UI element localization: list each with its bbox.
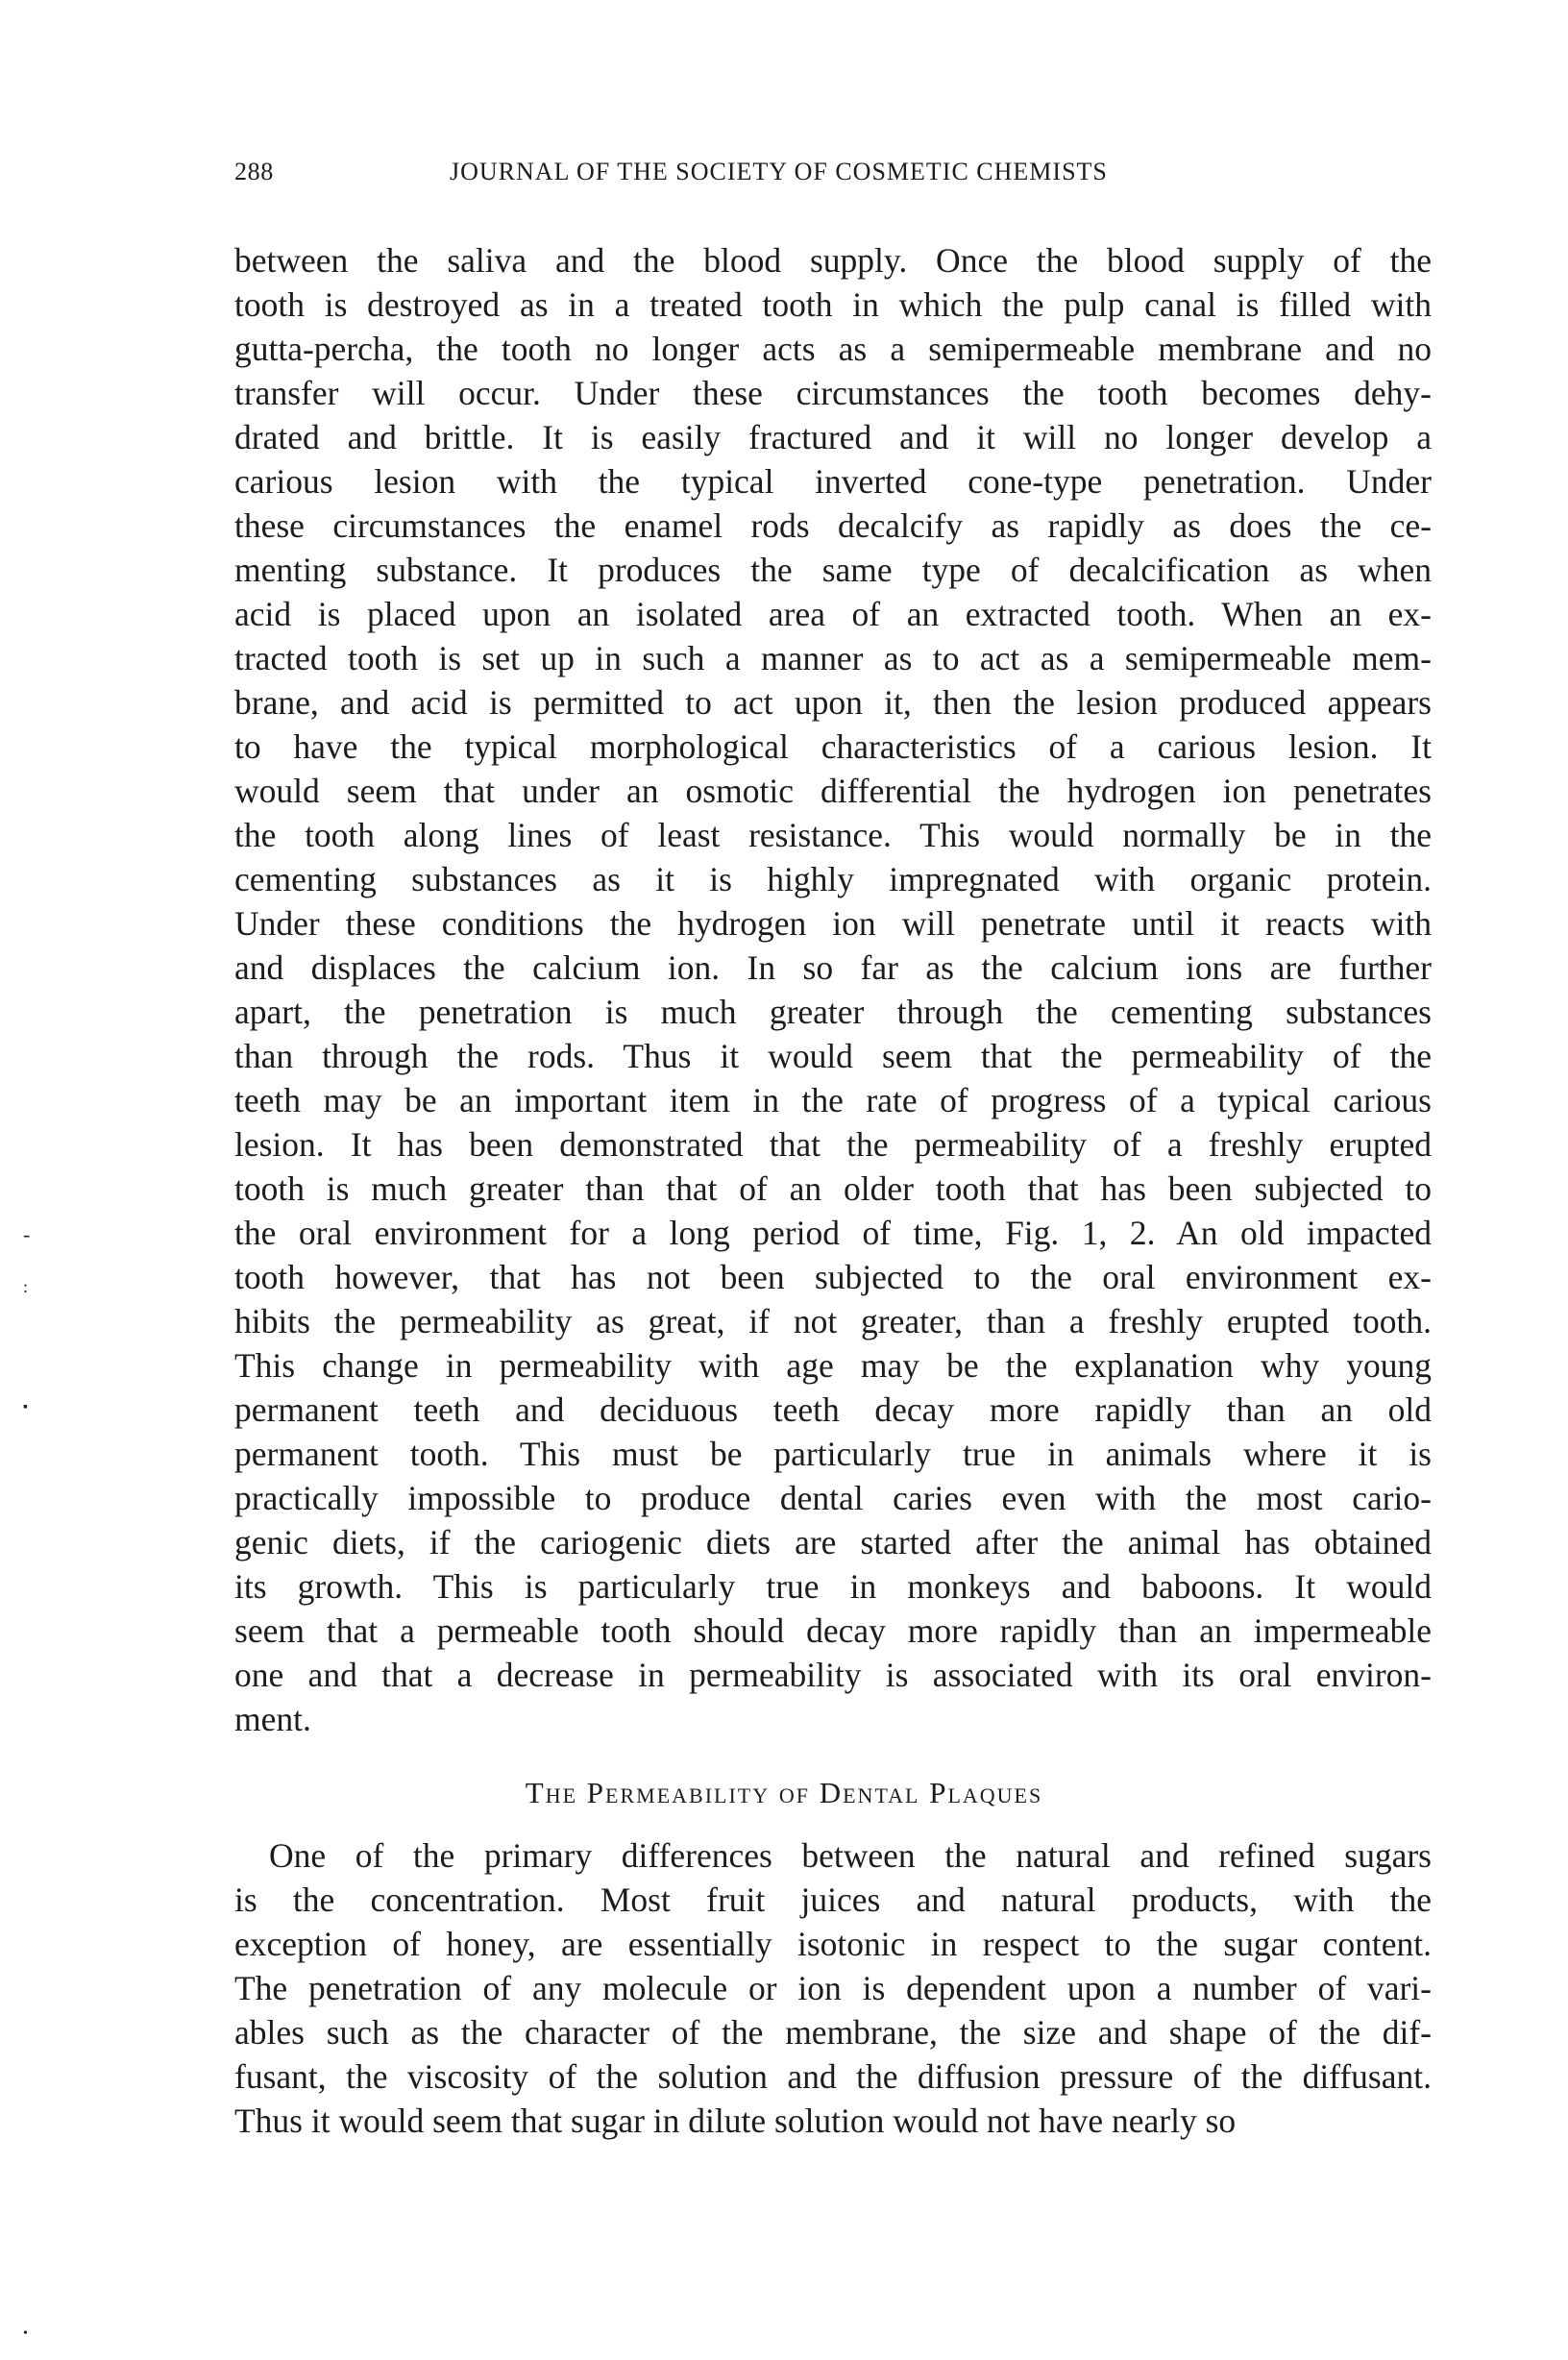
text-line: transfer will occur. Under these circumstances the tooth becomes dehy- [234,374,1432,412]
text-line: lesion. It has been demonstrated that the permeability of a freshly erupted [234,1125,1432,1164]
text-line: carious lesion with the typical inverted cone-type penetration. Under [234,462,1432,501]
text-line: its growth. This is particularly true in monkeys and baboons. It would [234,1567,1432,1606]
text-line: The penetration of any molecule or ion is dependent upon a number of vari- [234,1969,1432,2007]
text-line: permanent tooth. This must be particularly true in animals where it is [234,1435,1432,1473]
text-line: practically impossible to produce dental caries even with the most cario- [234,1479,1432,1517]
text-line: the tooth along lines of least resistance. This would normally be in the [234,816,1432,854]
text-line: to have the typical morphological characteristics of a carious lesion. It [234,727,1432,766]
text-line: and displaces the calcium ion. In so far as the calcium ions are further [234,948,1432,987]
page-number: 288 [234,158,274,185]
text-line: tracted tooth is set up in such a manner as to act as a semipermeable mem- [234,639,1432,677]
text-line: genic diets, if the cariogenic diets are started after the animal has obtained [234,1523,1432,1561]
journal-title: JOURNAL OF THE SOCIETY OF COSMETIC CHEMISTS [450,158,1108,185]
text-line: tooth is destroyed as in a treated tooth in which the pulp canal is filled with [234,285,1432,324]
text-line: than through the rods. Thus it would seem that the permeability of the [234,1037,1432,1075]
text-line: gutta-percha, the tooth no longer acts as a semipermeable membrane and no [234,330,1432,368]
running-head [234,158,1435,196]
text-line: apart, the penetration is much greater through the cementing substances [234,993,1432,1031]
text-line: menting substance. It produces the same type of decalcification as when [234,551,1432,589]
text-line: hibits the permeability as great, if not greater, than a freshly erupted tooth. [234,1302,1432,1340]
text-line: tooth however, that has not been subjected to the oral environment ex- [234,1258,1432,1296]
text-line: permanent teeth and deciduous teeth decay more rapidly than an old [234,1390,1432,1429]
text-line: one and that a decrease in permeability is associated with its oral environ- [234,1656,1432,1694]
text-line: cementing substances as it is highly impregnated with organic protein. [234,860,1432,898]
section-heading: The Permeability of Dental Plaques [525,1776,1043,1809]
text-line: ables such as the character of the membrane, the size and shape of the dif- [234,2013,1432,2052]
text-line: tooth is much greater than that of an older tooth that has been subjected to [234,1169,1432,1208]
text-line: brane, and acid is permitted to act upon it, then the lesion produced appears [234,683,1432,722]
text-line: these circumstances the enamel rods decalcify as rapidly as does the ce- [234,506,1432,545]
margin-scan-mark: • [23,2326,28,2341]
text-line: between the saliva and the blood supply. Once the blood supply of the [234,241,1432,280]
text-line: would seem that under an osmotic differential the hydrogen ion penetrates [234,772,1432,810]
body-paragraph-2 [234,1833,1432,2143]
text-line: Thus it would seem that sugar in dilute solution would not have nearly so [234,2102,1237,2140]
text-line: This change in permeability with age may be the explanation why young [234,1346,1432,1385]
margin-scan-mark: : [23,1277,29,1296]
text-line: One of the primary differences between the natural and refined sugars [269,1836,1432,1875]
text-line: the oral environment for a long period of time, Fig. 1, 2. An old impacted [234,1214,1432,1252]
text-line: seem that a permeable tooth should decay more rapidly than an impermeable [234,1611,1432,1650]
text-line: ment. [234,1700,311,1738]
text-line: teeth may be an important item in the rate of progress of a typical carious [234,1081,1432,1119]
text-line: drated and brittle. It is easily fractured and it will no longer develop a [234,418,1432,456]
body-paragraph-1 [234,238,1432,1741]
text-line: is the concentration. Most fruit juices and natural products, with the [234,1881,1432,1919]
text-line: acid is placed upon an isolated area of an extracted tooth. When an ex- [234,595,1432,633]
text-line: Under these conditions the hydrogen ion will penetrate until it reacts with [234,904,1432,943]
text-line: exception of honey, are essentially isotonic in respect to the sugar content. [234,1925,1432,1963]
margin-scan-mark: - [23,1222,31,1246]
text-line: fusant, the viscosity of the solution and the diffusion pressure of the diffusant. [234,2057,1432,2096]
margin-scan-mark: ▪ [23,1400,28,1414]
